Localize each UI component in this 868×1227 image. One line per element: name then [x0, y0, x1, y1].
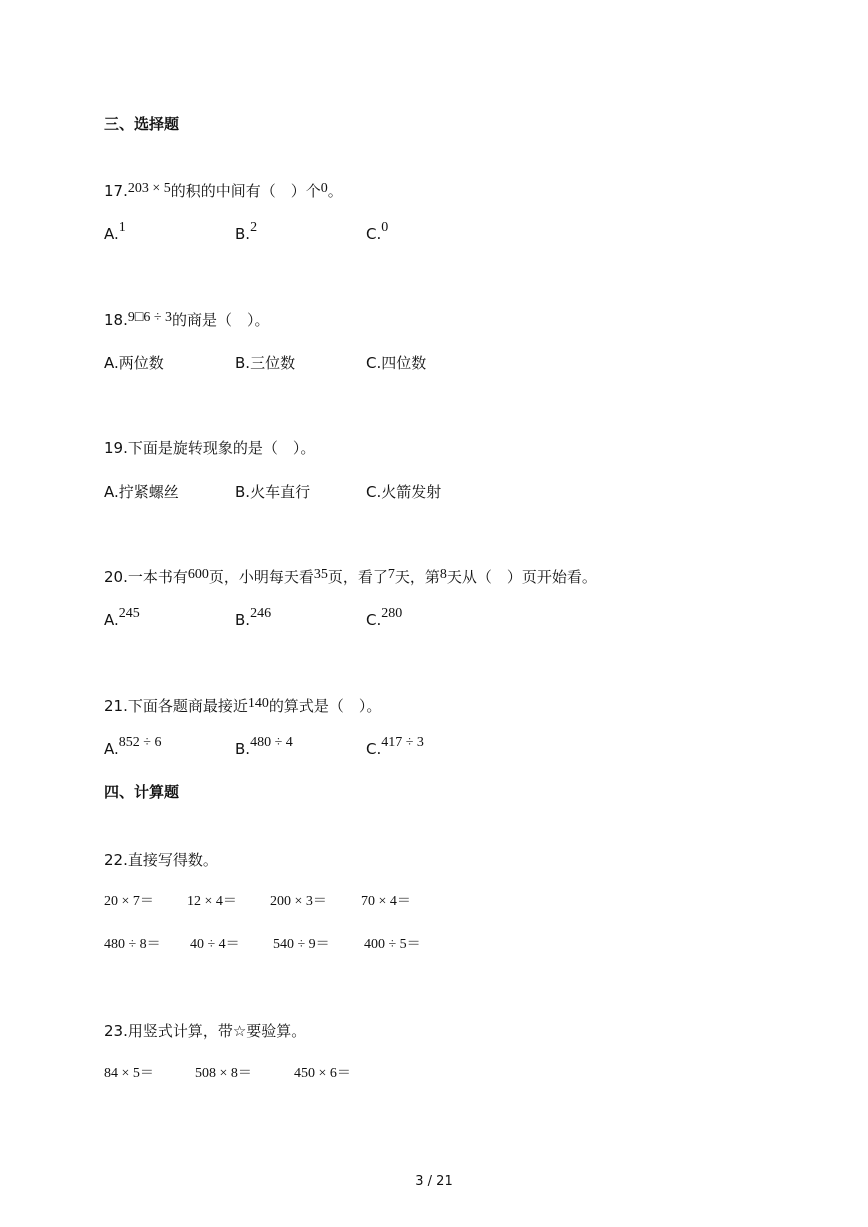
option-letter: A.	[104, 354, 119, 372]
option-letter: C.	[366, 225, 382, 243]
option-b[interactable]	[235, 352, 295, 373]
question-text: 页，小明每天看	[208, 568, 314, 586]
question-text: 的商是（ ）。	[172, 311, 270, 329]
option-value: 852 ÷ 6	[118, 735, 162, 750]
section-title: 四、计算题	[104, 783, 180, 801]
math-number: 0	[320, 181, 328, 196]
option-c[interactable]	[366, 606, 403, 630]
question-number: 18.	[104, 311, 128, 329]
calc-item: 480 ÷ 8＝	[104, 937, 161, 952]
option-a[interactable]	[104, 220, 126, 244]
option-letter: A.	[104, 225, 119, 243]
option-value: 四位数	[381, 354, 427, 372]
calc-item: 70 × 4＝	[361, 894, 411, 909]
math-expression: 9□6 ÷ 3	[127, 310, 172, 325]
option-value: 280	[381, 606, 403, 621]
math-number: 7	[387, 567, 395, 582]
page-number: 3 / 21	[415, 1174, 453, 1189]
question-23: 23.用竖式计算，带☆要验算。	[104, 1022, 307, 1040]
question-21	[104, 695, 381, 716]
option-letter: A.	[104, 483, 119, 501]
question-22: 22.直接写得数。	[104, 851, 218, 869]
option-letter: A.	[104, 740, 119, 758]
calc-item: 84 × 5＝	[104, 1066, 154, 1081]
option-b[interactable]	[235, 735, 293, 759]
calc-item: 540 ÷ 9＝	[273, 937, 330, 952]
question-text: 20.一本书有	[104, 568, 188, 586]
option-value: 480 ÷ 4	[250, 735, 293, 750]
calc-item: 20 × 7＝	[104, 894, 154, 909]
calc-item: 12 × 4＝	[187, 894, 237, 909]
option-value: 拧紧螺丝	[118, 483, 179, 501]
option-a[interactable]	[104, 352, 164, 373]
question-text: 页，看了	[327, 568, 388, 586]
option-value: 246	[250, 606, 272, 621]
option-letter: C.	[366, 611, 382, 629]
math-number: 140	[247, 696, 269, 711]
question-text: 21.下面各题商最接近	[104, 697, 248, 715]
calc-item: 400 ÷ 5＝	[364, 937, 421, 952]
calc-item: 40 ÷ 4＝	[190, 937, 240, 952]
option-value: 两位数	[118, 354, 164, 372]
math-number: 600	[187, 567, 209, 582]
option-letter: C.	[366, 354, 382, 372]
option-value: 0	[381, 220, 389, 235]
option-b[interactable]	[235, 220, 258, 244]
option-value: 2	[250, 220, 258, 235]
question-end: 。	[327, 182, 343, 200]
calc-item: 450 × 6＝	[294, 1066, 351, 1081]
option-letter: C.	[366, 740, 382, 758]
option-a[interactable]	[104, 481, 179, 502]
option-letter: B.	[235, 354, 251, 372]
option-letter: C.	[366, 483, 382, 501]
option-b[interactable]	[235, 606, 272, 630]
section-title: 三、选择题	[104, 115, 180, 133]
option-b[interactable]	[235, 481, 310, 502]
option-c[interactable]	[366, 481, 441, 502]
option-value: 1	[118, 220, 126, 235]
option-value: 火车直行	[250, 483, 311, 501]
option-value: 245	[118, 606, 140, 621]
option-value: 417 ÷ 3	[381, 735, 424, 750]
option-letter: B.	[235, 740, 251, 758]
question-19: 19.下面是旋转现象的是（ ）。	[104, 439, 316, 457]
option-letter: B.	[235, 611, 251, 629]
question-18	[104, 309, 270, 330]
option-letter: B.	[235, 225, 251, 243]
option-c[interactable]	[366, 352, 426, 373]
math-number: 8	[439, 567, 447, 582]
option-c[interactable]	[366, 220, 389, 244]
question-20	[104, 566, 597, 587]
calc-item: 508 × 8＝	[195, 1066, 252, 1081]
option-letter: B.	[235, 483, 251, 501]
calc-item: 200 × 3＝	[270, 894, 327, 909]
option-a[interactable]	[104, 735, 162, 759]
math-number: 35	[313, 567, 328, 582]
question-text: 的算式是（ ）。	[268, 697, 382, 715]
option-letter: A.	[104, 611, 119, 629]
option-c[interactable]	[366, 735, 424, 759]
math-expression: 203 × 5	[127, 181, 171, 196]
option-value: 火箭发射	[381, 483, 442, 501]
question-number: 17.	[104, 182, 128, 200]
option-a[interactable]	[104, 606, 140, 630]
option-value: 三位数	[250, 354, 296, 372]
question-text: 的积的中间有（ ）个	[170, 182, 321, 200]
question-text: 天从（ ）页开始看。	[446, 568, 597, 586]
question-17	[104, 180, 343, 201]
question-text: 天，第	[394, 568, 440, 586]
